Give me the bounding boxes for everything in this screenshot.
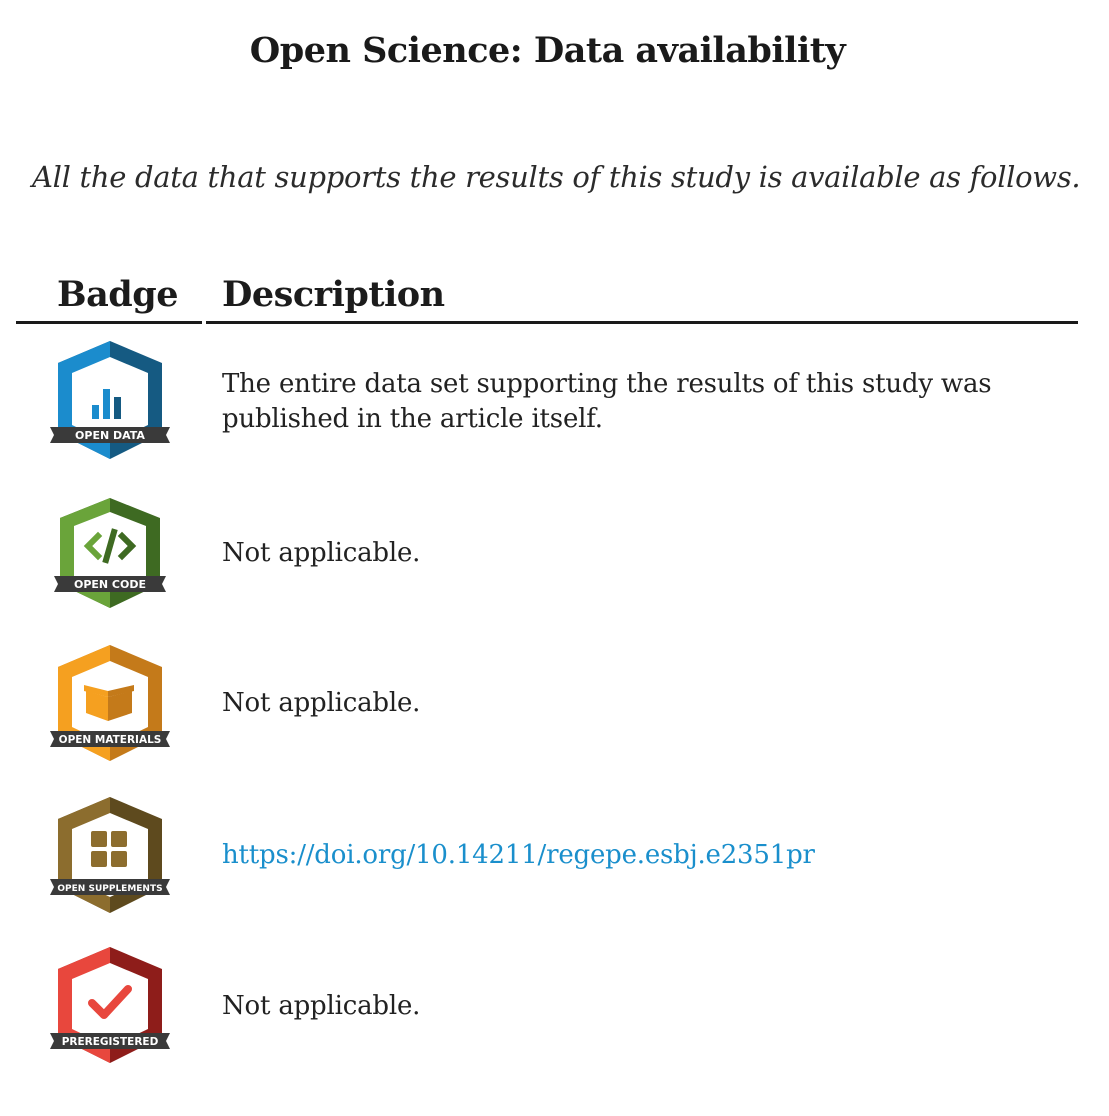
open-code-badge xyxy=(50,496,170,616)
page-title: Open Science: Data availability xyxy=(249,30,846,71)
badge-label: PREREGISTERED xyxy=(61,1036,159,1048)
doi-link[interactable]: https://doi.org/10.14211/regepe.esbj.e2351pr xyxy=(222,840,815,870)
intro-text: All the data that supports the results of this study is available as follows. xyxy=(32,160,1081,194)
badge-label: OPEN DATA xyxy=(75,429,145,442)
column-header-description: Description xyxy=(222,274,445,315)
badge-label: OPEN MATERIALS xyxy=(58,734,162,746)
open-supplements-badge xyxy=(50,795,170,915)
column-header-badge: Badge xyxy=(57,274,178,315)
badge-label: OPEN SUPPLEMENTS xyxy=(57,884,163,894)
open-materials-badge xyxy=(50,643,170,763)
row-description: The entire data set supporting the results of this study was published in the article itself. xyxy=(222,369,992,434)
preregistered-badge xyxy=(50,945,170,1065)
row-description: Not applicable. xyxy=(222,538,421,568)
badge-label: OPEN CODE xyxy=(73,578,147,591)
row-description: Not applicable. xyxy=(222,688,421,718)
header-rule xyxy=(206,321,1078,324)
open-data-badge xyxy=(50,339,170,459)
header-rule xyxy=(16,321,202,324)
row-description: Not applicable. xyxy=(222,991,421,1021)
